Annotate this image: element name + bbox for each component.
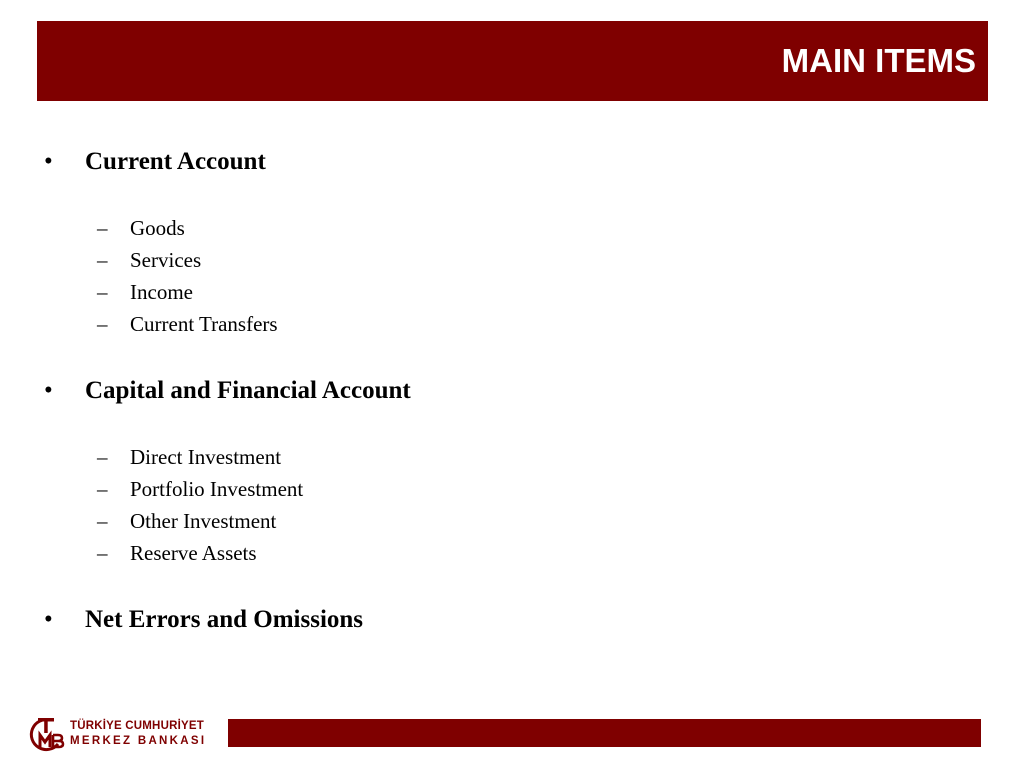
dash-icon: – bbox=[97, 280, 108, 304]
list-item-label: Goods bbox=[130, 216, 185, 240]
bullet-icon: • bbox=[44, 377, 53, 404]
dash-icon: – bbox=[97, 445, 108, 469]
dash-icon: – bbox=[97, 216, 108, 240]
section-label: Current Account bbox=[85, 148, 266, 175]
dash-icon: – bbox=[97, 509, 108, 533]
list-item-label: Income bbox=[130, 280, 193, 304]
section-label: Capital and Financial Account bbox=[85, 377, 411, 404]
tcmb-logo bbox=[28, 714, 207, 754]
dash-icon: – bbox=[97, 312, 108, 336]
tcmb-logo-icon bbox=[28, 716, 66, 752]
logo-text-line1: TÜRKİYE CUMHURİYET bbox=[70, 720, 204, 732]
bullet-icon: • bbox=[44, 148, 53, 175]
section-label: Net Errors and Omissions bbox=[85, 606, 364, 633]
list-item-label: Other Investment bbox=[130, 509, 277, 533]
list-item-label: Portfolio Investment bbox=[130, 477, 304, 501]
dash-icon: – bbox=[97, 541, 108, 565]
footer-bar bbox=[228, 719, 981, 747]
list-item-label: Current Transfers bbox=[130, 312, 278, 336]
dash-icon: – bbox=[97, 477, 108, 501]
list-item-label: Reserve Assets bbox=[130, 541, 257, 565]
dash-icon: – bbox=[97, 248, 108, 272]
bullet-icon: • bbox=[44, 606, 53, 633]
slide-title: MAIN ITEMS bbox=[781, 42, 976, 79]
list-item-label: Direct Investment bbox=[130, 445, 282, 469]
logo-text-line2: MERKEZ BANKASI bbox=[70, 735, 207, 747]
list-item-label: Services bbox=[130, 248, 202, 272]
title-bar bbox=[37, 21, 988, 101]
